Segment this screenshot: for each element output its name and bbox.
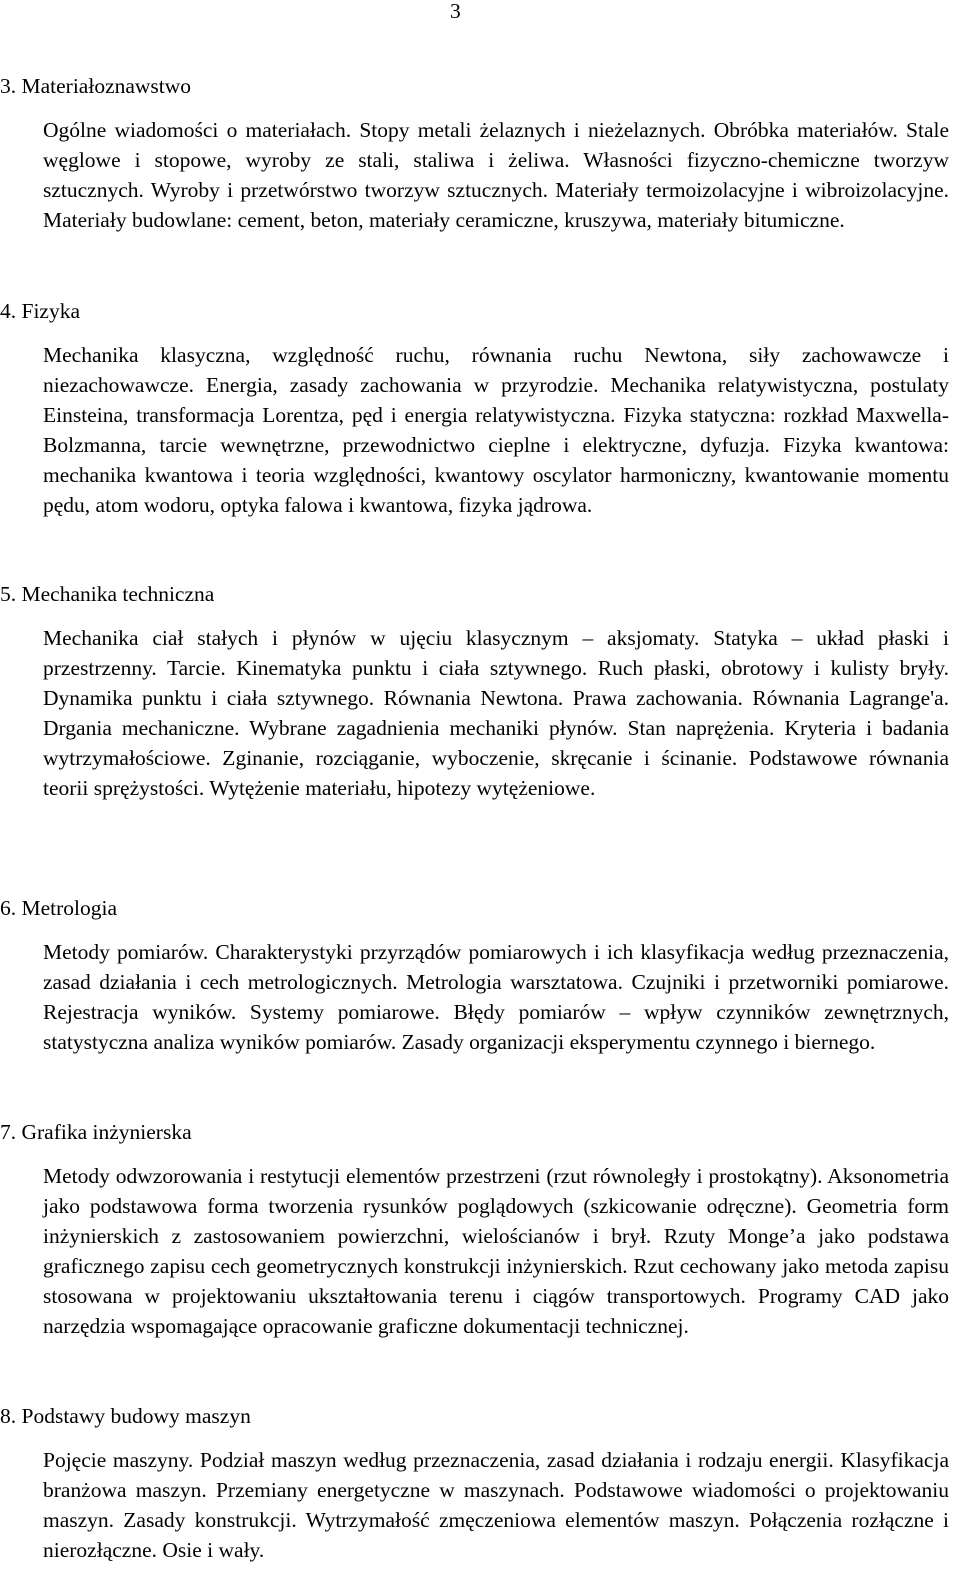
- section-heading: 3. Materiałoznawstwo: [0, 74, 192, 98]
- section-body: Metody pomiarów. Charakterystyki przyrządów pomiarowych i ich klasyfikacja według przeznaczenia, zasad działania i cech metrologicznych. Metrologia warsztatowa. Czujniki i przetworniki pomiarowe. Rejestracja wyników. Systemy pomiarowe. Błędy pomiarów – wpływ czynników zewnętrznych, statystyczna analiza wyników pomiarów. Zasady organizacji eksperymentu czynnego i biernego.: [43, 940, 949, 1054]
- section-heading: 7. Grafika inżynierska: [0, 1120, 192, 1144]
- page-number: 3: [450, 0, 461, 23]
- section-body: Pojęcie maszyny. Podział maszyn według przeznaczenia, zasad działania i rodzaju energii. Klasyfikacja branżowa maszyn. Przemiany energetyczne w maszynach. Podstawowe wiadomości o projektowaniu maszyn. Zasady konstrukcji. Wytrzymałość zmęczeniowa elementów maszyn. Połączenia rozłączne i nierozłączne. Osie i wały.: [43, 1448, 949, 1562]
- section-body: Mechanika ciał stałych i płynów w ujęciu klasycznym – aksjomaty. Statyka – układ płaski i przestrzenny. Tarcie. Kinematyka punktu i ciała sztywnego. Ruch płaski, obrotowy i kulisty bryły. Dynamika punktu i ciała sztywnego. Równania Newtona. Prawa zachowania. Równania Lagrange'a. Drgania mechaniczne. Wybrane zagadnienia mechaniki płynów. Stan naprężenia. Kryteria i badania wytrzymałościowe. Zginanie, rozciąganie, wyboczenie, skręcanie i ścinanie. Podstawowe równania teorii sprężystości. Wytężenie materiału, hipotezy wytężeniowe.: [43, 626, 949, 800]
- section-body: Ogólne wiadomości o materiałach. Stopy metali żelaznych i nieżelaznych. Obróbka materiałów. Stale węglowe i stopowe, wyroby ze stali, staliwa i żeliwa. Własności fizyczno-chemiczne tworzyw sztucznych. Wyroby i przetwórstwo tworzyw sztucznych. Materiały termoizolacyjne i wibroizolacyjne. Materiały budowlane: cement, beton, materiały ceramiczne, kruszywa, materiały bitumiczne.: [43, 118, 949, 232]
- section-heading: 5. Mechanika techniczna: [0, 582, 215, 606]
- section-heading: 4. Fizyka: [0, 299, 81, 323]
- section-body: Metody odwzorowania i restytucji elementów przestrzeni (rzut równoległy i prostokątny). Aksonometria jako podstawowa forma tworzenia rysunków poglądowych (szkicowanie odręczne). Geometria form inżynierskich z zastosowaniem powierzchni, wielościanów i brył. Rzuty Monge’a jako podstawa graficznego zapisu cech geometrycznych konstrukcji inżynierskich. Rzut cechowany jako metoda zapisu stosowana w projektowaniu ukształtowania terenu i ciągów transportowych. Programy CAD jako narzędzia wspomagające opracowanie graficzne dokumentacji technicznej.: [43, 1164, 949, 1338]
- section-body: Mechanika klasyczna, względność ruchu, równania ruchu Newtona, siły zachowawcze i niezachowawcze. Energia, zasady zachowania w przyrodzie. Mechanika relatywistyczna, postulaty Einsteina, transformacja Lorentza, pęd i energia relatywistyczna. Fizyka statyczna: rozkład Maxwella-Bolzmanna, tarcie wewnętrzne, przewodnictwo cieplne i elektryczne, dyfuzja. Fizyka kwantowa: mechanika kwantowa i teoria względności, kwantowy oscylator harmoniczny, kwantowanie momentu pędu, atom wodoru, optyka falowa i kwantowa, fizyka jądrowa.: [43, 343, 949, 517]
- section-heading: 8. Podstawy budowy maszyn: [0, 1404, 251, 1428]
- section-heading: 6. Metrologia: [0, 896, 118, 920]
